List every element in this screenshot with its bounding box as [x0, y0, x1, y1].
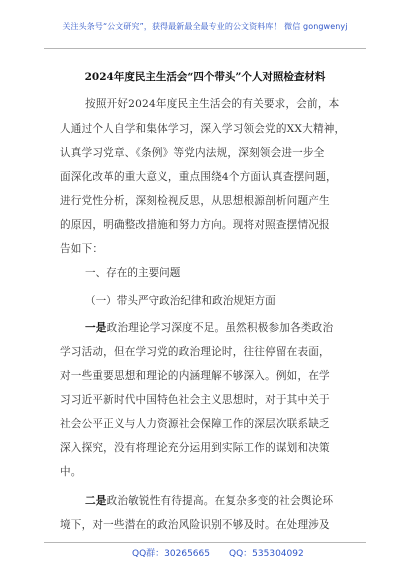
intro-line: 的原因，明确整改措施和努力方向。现将对照查摆情况报: [60, 219, 330, 231]
point-line: 深入探究，没有将理论充分运用到实际工作的谋划和决策: [60, 442, 330, 454]
footer-qq-group: QQ群：30265665: [132, 549, 210, 559]
point-line: 对一些重要思想和理论的内涵理解不够深入。例如，在学: [60, 370, 330, 382]
point-lead: 一是: [85, 322, 107, 334]
point-line: 社会公平正义与人力资源社会保障工作的深层次联系缺乏: [60, 418, 330, 430]
intro-line: 按照开好2024年度民主生活会的有关要求，会前，本: [85, 98, 340, 110]
point-lead: 二是: [85, 495, 107, 507]
point-text: 政治理论学习深度不足。虽然积极参加各类政治: [106, 322, 334, 334]
footer-divider: [44, 542, 366, 543]
point-first-line: [85, 321, 333, 335]
intro-line: 进行党性分析，深刻检视反思，从思想根源剖析问题产生: [60, 195, 330, 207]
section-heading: 一、存在的主要问题: [85, 267, 181, 279]
intro-line: 告如下：: [60, 243, 104, 255]
intro-line: 认真学习党章、《条例》等党内法规，深刻领会进一步全: [60, 147, 325, 159]
point-line: 中。: [60, 466, 82, 478]
subsection-heading: （一）带头严守政治纪律和政治规矩方面: [85, 295, 276, 307]
document-title: 2024年度民主生活会“四个带头”个人对照检查材料: [84, 71, 326, 83]
point-text: 政治敏锐性有待提高。在复杂多变的社会舆论环: [106, 495, 334, 507]
intro-line: 人通过个人自学和集体学习，深入学习领会党的XX大精神，: [60, 123, 346, 135]
point-line: 习习近平新时代中国特色社会主义思想时，对于其中关于: [60, 394, 330, 406]
point-first-line: [85, 494, 333, 508]
point-line: 境下，对一些潜在的政治风险识别不够及时。在处理涉及: [60, 519, 330, 531]
header-notice: 关注头条号“公文研究”，获得最新最全最专业的公文资料库！ 微信 gongwenyj: [62, 22, 348, 31]
footer-qq: QQ：535304092: [229, 549, 304, 559]
point-line: 学习活动，但在学习党的政治理论时，往往停留在表面，: [60, 346, 330, 358]
header-divider: [44, 48, 366, 49]
intro-line: 面深化改革的重大意义，重点围绕4个方面认真查摆问题，: [60, 171, 337, 183]
